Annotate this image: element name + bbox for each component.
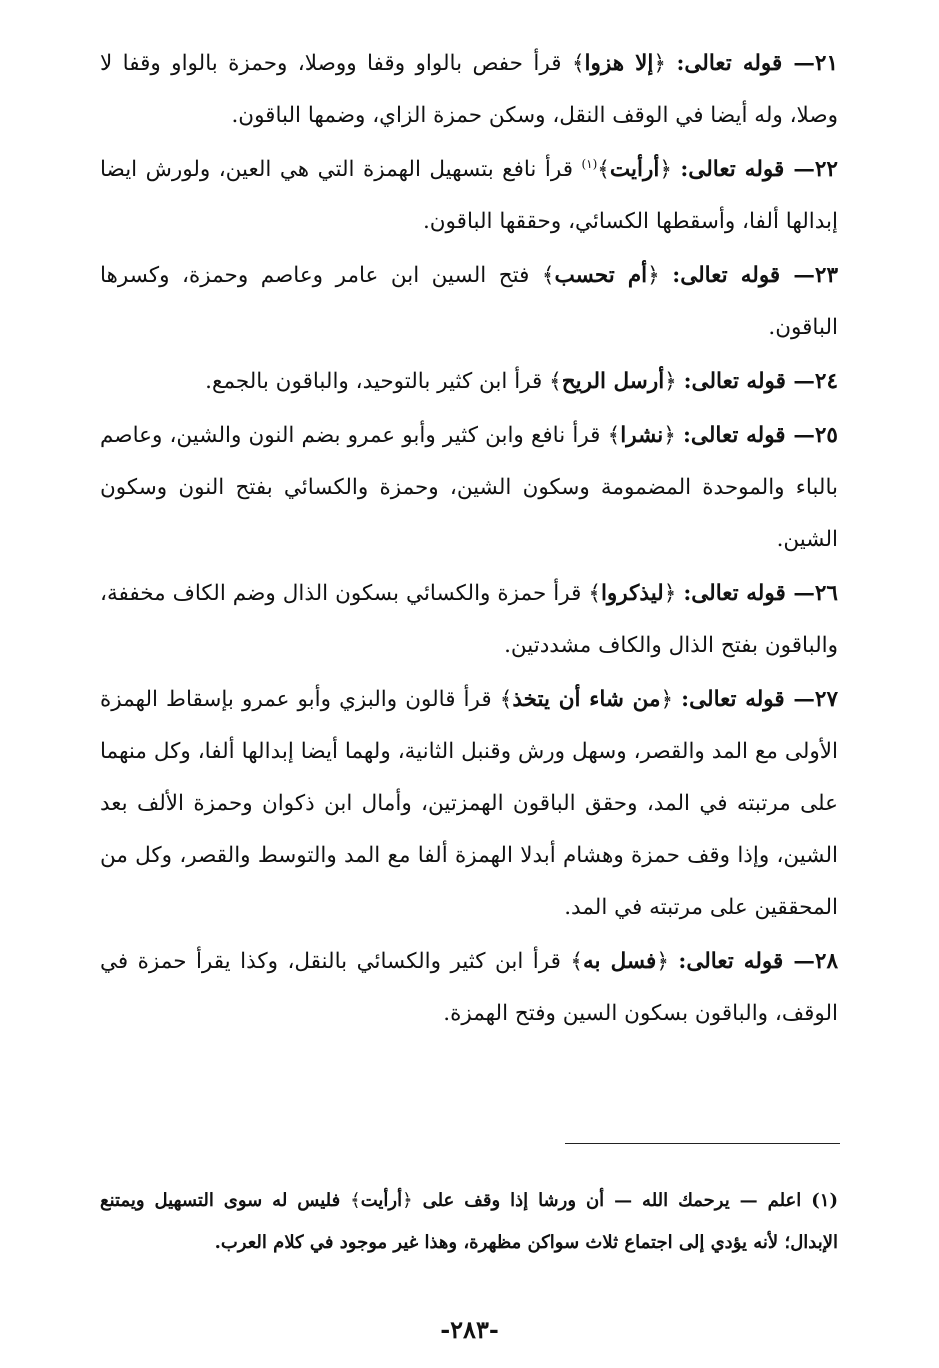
- footnote-text-before: اعلم — يرحمك الله — أن ورشا إذا وقف على: [422, 1190, 802, 1211]
- quran-phrase: ﴿ فسل به ﴾: [570, 949, 669, 974]
- quran-phrase: ﴿ أرسل الريح ﴾: [549, 369, 677, 394]
- entry-text: قرأ ابن كثير والكسائي بالنقل، وكذا يقرأ حمزة في الوقف، والباقون بسكون السين وفتح الهمزة.: [100, 949, 838, 1026]
- entry-27: ٢٧— قوله تعالى: ﴿ من شاء أن يتخذ ﴾ قرأ قالون والبزي وأبو عمرو بإسقاط الهمزة الأولى مع المد والقصر، وسهل ورش وقنبل الثانية، ولهما أيضا إبدالها ألفا، وكل منهما على مرتبته في المد، وحقق الباقون الهمزتين، وأمال ابن ذكوان وحمزة الألف بعد الشين، وإذا وقف حمزة وهشام أبدلا الهمزة ألفا مع المد والتوسط والقصر، وكل من المحققين على مرتبته في المد.: [100, 674, 838, 934]
- footnote: [100, 1180, 838, 1264]
- entry-23: ٢٣— قوله تعالى: ﴿ أم تحسب ﴾ فتح السين ابن عامر وعاصم وحمزة، وكسرها الباقون.: [100, 250, 838, 354]
- entry-text: قرأ حفص بالواو وقفا ووصلا، وحمزة بالواو وقفا لا وصلا، وله أيضا في الوقف النقل، وسكن حمزة الزاي، وضمها الباقون.: [100, 51, 838, 128]
- entry-intro: قوله تعالى:: [681, 687, 785, 712]
- footnote-divider: [565, 1143, 840, 1144]
- page-number: -٢٨٣-: [440, 1315, 499, 1344]
- entry-number: ٢٢: [814, 157, 838, 182]
- footnote-marker: (١): [581, 156, 598, 171]
- entry-number: ٢٥: [814, 423, 838, 448]
- entry-21: ٢١— قوله تعالى: ﴿ إلا هزوا ﴾ قرأ حفص بالواو وقفا ووصلا، وحمزة بالواو وقفا لا وصلا، وله أيضا في الوقف النقل، وسكن حمزة الزاي، وضمها الباقون.: [100, 38, 838, 142]
- entry-text: فتح السين ابن عامر وعاصم وحمزة، وكسرها الباقون.: [100, 263, 838, 340]
- footnote-text-after: فليس له سوى التسهيل ويمتنع الإبدال؛ لأنه يؤدي إلى اجتماع ثلاث سواكن مظهرة، وهذا غير موجود في كلام العرب.: [100, 1190, 838, 1253]
- entry-text: قرأ نافع بتسهيل الهمزة التي هي العين، ولورش ايضا إبدالها ألفا، وأسقطها الكسائي، وحققها الباقون.: [100, 157, 838, 234]
- entry-number: ٢٤: [814, 369, 838, 394]
- entry-intro: قوله تعالى:: [683, 423, 786, 448]
- entry-text: قرأ نافع وابن كثير وأبو عمرو بضم النون والشين، وعاصم بالباء والموحدة المضمومة وسكون الشين، وحمزة والكسائي بفتح النون وسكون الشين.: [100, 423, 838, 552]
- quran-phrase: ﴿ أم تحسب ﴾: [542, 263, 660, 288]
- entry-28: ٢٨— قوله تعالى: ﴿ فسل به ﴾ قرأ ابن كثير والكسائي بالنقل، وكذا يقرأ حمزة في الوقف، والباقون بسكون السين وفتح الهمزة.: [100, 936, 838, 1040]
- entry-number: ٢٧: [814, 687, 838, 712]
- entry-text: قرأ حمزة والكسائي بسكون الذال وضم الكاف مخففة، والباقون بفتح الذال والكاف مشددتين.: [100, 581, 838, 658]
- entry-text: قرأ ابن كثير بالتوحيد، والباقون بالجمع.: [205, 369, 543, 394]
- main-text: [100, 38, 838, 1042]
- entry-intro: قوله تعالى:: [683, 581, 786, 606]
- entry-intro: قوله تعالى:: [678, 949, 784, 974]
- quran-phrase: ﴿ إلا هزوا ﴾: [572, 51, 666, 76]
- entry-number: ٢٨: [814, 949, 838, 974]
- entry-intro: قوله تعالى:: [683, 369, 786, 394]
- entry-number: ٢١: [814, 51, 838, 76]
- quran-phrase: ﴿ من شاء أن يتخذ ﴾: [500, 687, 673, 712]
- entry-22: ٢٢— قوله تعالى: ﴿ أرأيت ﴾$^{(١)}$ قرأ نافع بتسهيل الهمزة التي هي العين، ولورش ايضا إبدالها ألفا، وأسقطها الكسائي، وحققها الباقون.: [100, 144, 838, 248]
- quran-phrase: ﴿ ليذكروا ﴾: [588, 581, 676, 606]
- entry-intro: قوله تعالى:: [672, 263, 781, 288]
- entry-26: ٢٦— قوله تعالى: ﴿ ليذكروا ﴾ قرأ حمزة والكسائي بسكون الذال وضم الكاف مخففة، والباقون بفتح الذال والكاف مشددتين.: [100, 568, 838, 672]
- entry-number: ٢٣: [814, 263, 838, 288]
- footnote-quran-phrase: ﴿ أرأيت ﴾: [350, 1190, 412, 1211]
- entry-number: ٢٦: [814, 581, 838, 606]
- entry-24: ٢٤— قوله تعالى: ﴿ أرسل الريح ﴾ قرأ ابن كثير بالتوحيد، والباقون بالجمع.: [100, 356, 838, 408]
- entry-25: ٢٥— قوله تعالى: ﴿ نشرا ﴾ قرأ نافع وابن كثير وأبو عمرو بضم النون والشين، وعاصم بالباء والموحدة المضمومة وسكون الشين، وحمزة والكسائي بفتح النون وسكون الشين.: [100, 410, 838, 566]
- entry-intro: قوله تعالى:: [676, 51, 783, 76]
- quran-phrase: ﴿ أرأيت ﴾: [597, 157, 672, 182]
- quran-phrase: ﴿ نشرا ﴾: [608, 423, 676, 448]
- entry-intro: قوله تعالى:: [680, 157, 785, 182]
- footnote-number: (١): [811, 1190, 838, 1211]
- entry-text: قرأ قالون والبزي وأبو عمرو بإسقاط الهمزة الأولى مع المد والقصر، وسهل ورش وقنبل الثانية، ولهما أيضا إبدالها ألفا، وكل منهما على مرتبته في المد، وحقق الباقون الهمزتين، وأمال ابن ذكوان وحمزة الألف بعد الشين، وإذا وقف حمزة وهشام أبدلا الهمزة ألفا مع المد والتوسط والقصر، وكل من المحققين على مرتبته في المد.: [100, 687, 838, 920]
